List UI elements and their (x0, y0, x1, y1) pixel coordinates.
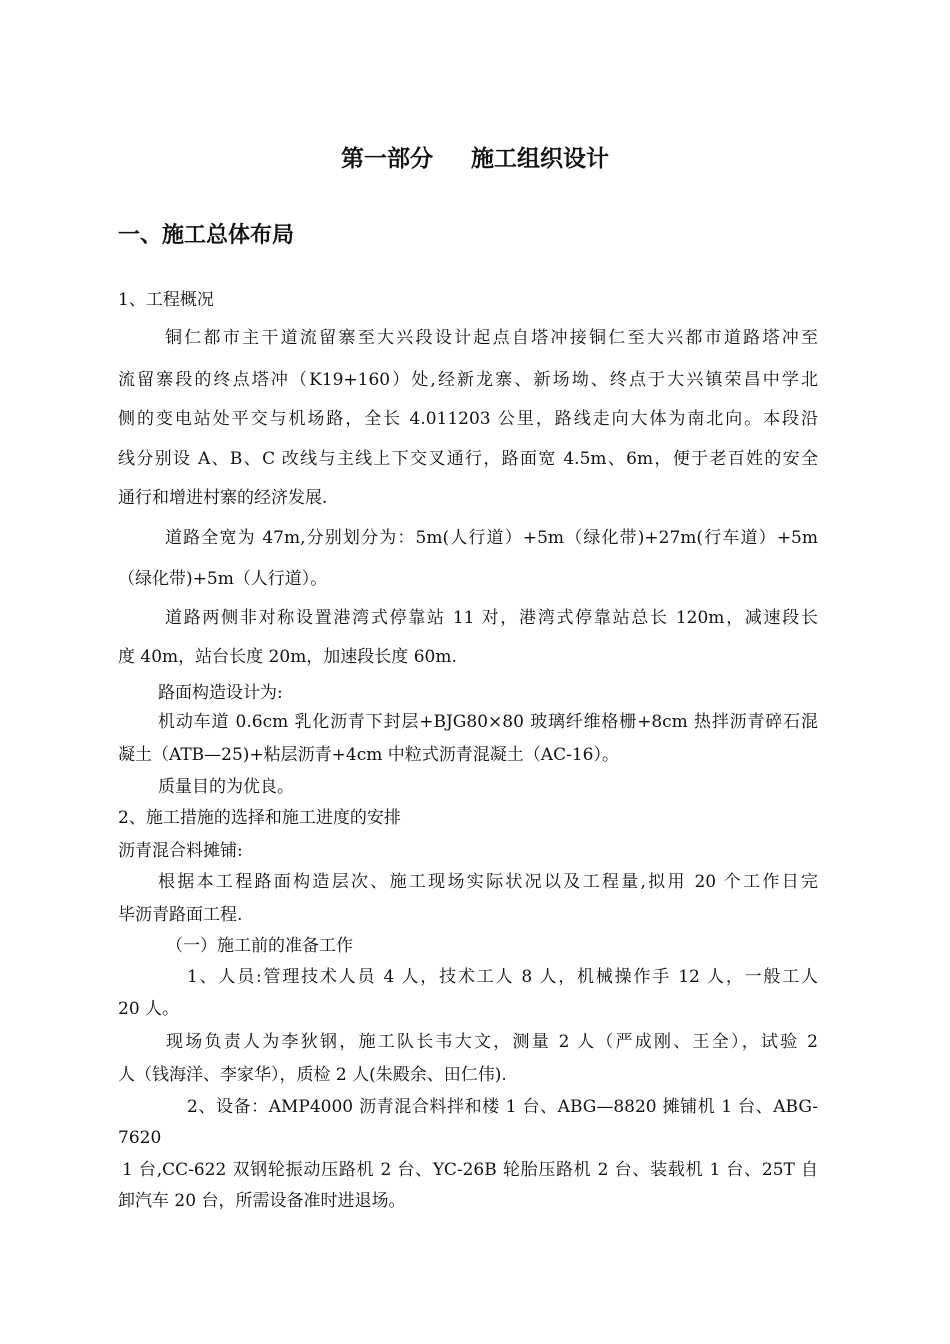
sub-heading: （一）施工前的准备工作 (166, 936, 353, 956)
subsection-heading: 2、施工措施的选择和施工进度的安排 (118, 808, 401, 828)
paragraph-line: 卸汽车 20 台，所需设备准时进退场。 (118, 1191, 406, 1211)
title-part: 第一部分 (341, 146, 433, 172)
paragraph-line: 铜仁都市主干道流留寨至大兴段设计起点自塔冲接铜仁至大兴都市道路塔冲至 (165, 328, 818, 348)
paragraph-line: （绿化带)+5m（人行道）。 (118, 569, 328, 589)
section-heading: 一、施工总体布局 (118, 223, 295, 248)
paragraph-line: 根据本工程路面构造层次、施工现场实际状况以及工程量,拟用 20 个工作日完 (158, 872, 818, 892)
paragraph-line: 沥青混合料摊铺: (118, 841, 243, 861)
paragraph-line: 1 台,CC-622 双钢轮振动压路机 2 台、YC-26B 轮胎压路机 2 台、装载机 1 台、25T 自 (122, 1160, 818, 1180)
title-name: 施工组织设计 (471, 146, 609, 172)
paragraph-line: 1、人员:管理技术人员 4 人，技术工人 8 人，机械操作手 12 人，一般工人 (187, 967, 818, 987)
paragraph-line: 侧的变电站处平交与机场路，全长 4.011203 公里，路线走向大体为南北向。本段沿 (118, 409, 818, 429)
paragraph-line: 现场负责人为李狄钢，施工队长韦大文，测量 2 人（严成刚、王全），试验 2 (166, 1032, 818, 1052)
page-title (0, 143, 950, 175)
paragraph-line: 流留寨段的终点塔冲（K19+160）处,经新龙寨、新场坳、终点于大兴镇荣昌中学北 (118, 370, 818, 390)
paragraph-line: 2、设备：AMP4000 沥青混合料拌和楼 1 台、ABG—8820 摊铺机 1 台、ABG- (187, 1097, 818, 1117)
paragraph-line: 凝土（ATB—25)+粘层沥青+4cm 中粒式沥青混凝土（AC-16）。 (118, 745, 619, 765)
paragraph-line: 线分别设 A、B、C 改线与主线上下交叉通行，路面宽 4.5m、6m，便于老百姓的安全 (118, 449, 818, 469)
paragraph-line: 20 人。 (118, 999, 180, 1019)
paragraph-line: 7620 (118, 1128, 162, 1148)
subsection-heading: 1、工程概况 (118, 290, 214, 310)
paragraph-line: 人（钱海洋、李家华），质检 2 人(朱殿余、田仁伟). (118, 1065, 507, 1085)
paragraph-line: 机动车道 0.6cm 乳化沥青下封层+BJG80×80 玻璃纤维格栅+8cm 热拌沥青碎石混 (158, 712, 818, 732)
paragraph-line: 质量目的为优良。 (158, 777, 294, 797)
paragraph-line: 路面构造设计为: (158, 683, 283, 703)
paragraph-line: 道路全宽为 47m,分别划分为：5m(人行道）+5m（绿化带)+27m(行车道）+5m (165, 528, 818, 548)
paragraph-line: 道路两侧非对称设置港湾式停靠站 11 对，港湾式停靠站总长 120m，减速段长 (165, 608, 818, 628)
paragraph-line: 通行和增进村寨的经济发展. (118, 488, 328, 508)
paragraph-line: 度 40m，站台长度 20m，加速段长度 60m. (118, 647, 457, 667)
paragraph-line: 毕沥青路面工程. (118, 905, 243, 925)
